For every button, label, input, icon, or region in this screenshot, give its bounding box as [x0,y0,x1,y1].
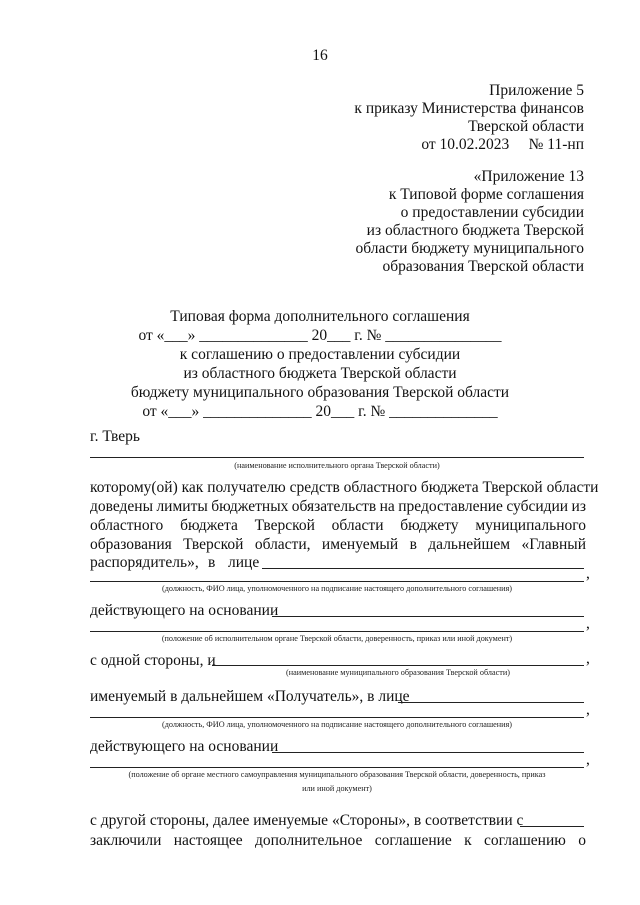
paragraph-line-2 [90,497,586,516]
header-line-3: Тверской области [468,118,584,135]
comma: , [586,615,590,632]
word: лимиты [156,498,208,515]
paragraph-text: которому(ой) как получателю средств областного бюджета Тверской области [90,479,599,496]
page-number: 16 [312,47,328,64]
header-line-1: Приложение 5 [489,82,584,99]
word-person: лице [228,554,260,571]
title-line-2: от «___» ______________ 20___ г. № _______________ [138,327,502,344]
word: Тверской [183,536,244,553]
basis-caption-1: (положение об исполнительном органе Тверской области, доверенность, приказ или иной документ) [161,634,513,643]
word: образования [90,536,172,553]
comma: , [586,565,590,582]
paragraph-line-4 [90,535,586,554]
annex-line-3: о предоставлении субсидии [400,204,584,221]
word: именуемый [321,536,399,553]
annex-line-2: к Типовой форме соглашения [388,186,584,203]
title-line-3: к соглашению о предоставлении субсидии [179,346,461,363]
other-side-label: с другой стороны, далее именуемые «Стороны», в соответствии с [90,812,524,829]
word: Тверской [254,517,315,534]
word: из [571,498,586,515]
word: субсидии [506,498,569,515]
word: о [578,832,586,849]
annex-line-5: области бюджету муниципального [355,240,584,257]
comma: , [586,751,590,768]
basis-reference-field[interactable] [520,826,584,827]
word: бюджетных [211,498,289,515]
municipality-field[interactable] [212,665,584,666]
basis-field-1[interactable] [272,616,584,617]
recipient-label: именуемый в дальнейшем «Получатель», в лице [90,688,410,705]
acting-basis-label-2: действующего на основании [90,738,279,755]
annex-line-1: «Приложение 13 [473,168,584,185]
distributor-label: распорядитель», [90,554,199,571]
word: на [379,498,395,515]
title-line-4: из областного бюджета Тверской области [183,365,457,382]
annex-line-6: образования Тверской области [382,258,584,275]
word: настоящее [173,832,243,849]
word: заключили [90,832,162,849]
executive-body-caption: (наименование исполнительного органа Тверской области) [234,461,440,470]
annex-line-4: из областного бюджета Тверской [366,222,584,239]
title-line-5: бюджету муниципального образования Тверской области [130,384,510,401]
basis-caption-2b: или иной документ) [302,784,372,793]
word: бюджета [180,517,238,534]
city: г. Тверь [90,428,140,445]
header-date-line: от 10.02.2023 № 11-нп [421,136,584,153]
paragraph-line-1 [90,478,599,497]
title-line-1: Типовая форма дополнительного соглашения [170,308,470,325]
word: предоставление [398,498,503,515]
title-line-6: от «___» ______________ 20___ г. № ______________ [142,403,498,420]
basis-field-2-cont[interactable] [90,767,584,768]
distributor-person-field[interactable] [262,568,584,569]
word: соглашению [484,832,566,849]
word: к [464,832,472,849]
word: бюджету [400,517,459,534]
basis-field-2[interactable] [272,752,584,753]
recipient-person-field[interactable] [398,702,584,703]
acting-basis-label-1: действующего на основании [90,602,279,619]
word: области [331,517,384,534]
word: дальнейшем [428,536,511,553]
one-side-label: с одной стороны, и [90,652,216,669]
word: обязательств [291,498,377,515]
municipality-caption: (наименование муниципального образования Тверской области) [286,668,510,677]
word: доведены [90,498,154,515]
position-caption-2: (должность, ФИО лица, уполномоченного на подписание настоящего дополнительного соглашения) [161,720,513,729]
word: в [409,536,417,553]
basis-field-1-cont[interactable] [90,631,584,632]
comma: , [586,701,590,718]
word: области, [254,536,311,553]
position-caption-1: (должность, ФИО лица, уполномоченного на подписание настоящего дополнительного соглашения) [161,584,513,593]
concluded-line [90,831,586,850]
header-line-2: к приказу Министерства финансов [354,100,584,117]
word: соглашение [374,832,452,849]
word: муниципального [475,517,586,534]
word-in: в [208,554,216,571]
executive-body-line [90,457,584,458]
comma: , [586,650,590,667]
basis-caption-2a: (положение об органе местного самоуправления муниципального образования Тверской области, доверенность, приказ [128,770,546,779]
position-field-2[interactable] [90,717,584,718]
word: дополнительное [254,832,363,849]
position-field-1[interactable] [90,581,584,582]
word: «Главный [521,536,586,553]
paragraph-line-3 [90,516,586,535]
word: областного [90,517,164,534]
